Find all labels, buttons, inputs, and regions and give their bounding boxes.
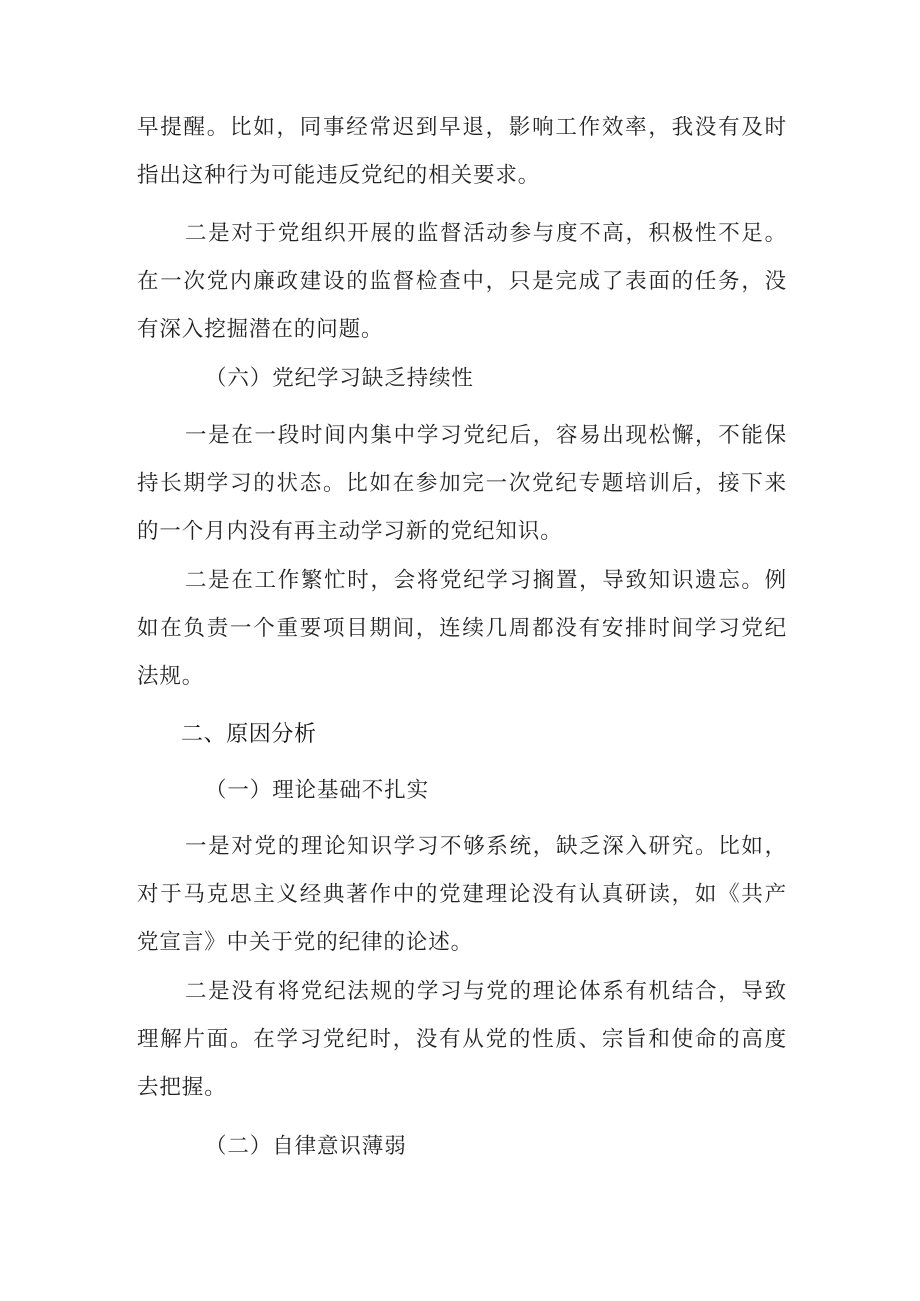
text-line: 在一次党内廉政建设的监督检查中，只是完成了表面的任务，没 [137, 269, 787, 294]
subheading-one: （一）理论基础不扎实 [205, 778, 430, 803]
text-line: 理解片面。在学习党纪时，没有从党的性质、宗旨和使命的高度 [137, 1027, 787, 1052]
subheading-two: （二）自律意识薄弱 [205, 1134, 407, 1159]
paragraph-busy-work [137, 557, 787, 701]
subheading-six: （六）党纪学习缺乏持续性 [205, 366, 474, 391]
text-line: 法规。 [137, 664, 205, 689]
text-line: 一是对党的理论知识学习不够系统，缺乏深入研究。比如， [185, 834, 787, 859]
text-line: 党宣言》中关于党的纪律的论述。 [137, 930, 474, 955]
text-line: 去把握。 [137, 1075, 227, 1100]
text-line: 指出这种行为可能违反党纪的相关要求。 [137, 163, 541, 188]
text-line: 一是在一段时间内集中学习党纪后，容易出现松懈，不能保 [185, 423, 787, 448]
paragraph-theory-integration [137, 968, 787, 1112]
text-line: 二是在工作繁忙时，会将党纪学习搁置，导致知识遗忘。例 [185, 568, 787, 593]
text-line: 如在负责一个重要项目期间，连续几周都没有安排时间学习党纪 [137, 616, 787, 641]
text-line: 持长期学习的状态。比如在参加完一次党纪专题培训后，接下来 [137, 471, 787, 496]
text-line: 二是对于党组织开展的监督活动参与度不高，积极性不足。 [185, 221, 787, 246]
text-line: 早提醒。比如，同事经常迟到早退，影响工作效率，我没有及时 [137, 115, 787, 140]
text-line: 的一个月内没有再主动学习新的党纪知识。 [137, 519, 563, 544]
section-heading-cause-analysis: 二、原因分析 [181, 722, 317, 747]
paragraph-late-reminder [137, 104, 787, 200]
text-line: 二是没有将党纪法规的学习与党的理论体系有机结合，导致 [185, 979, 787, 1004]
text-line: 对于马克思主义经典著作中的党建理论没有认真研读，如《共产 [137, 882, 787, 907]
text-line: 有深入挖掘潜在的问题。 [137, 317, 384, 342]
paragraph-supervision-participation [137, 210, 787, 354]
paragraph-study-relaxation [137, 412, 787, 556]
paragraph-theory-study [137, 823, 787, 967]
